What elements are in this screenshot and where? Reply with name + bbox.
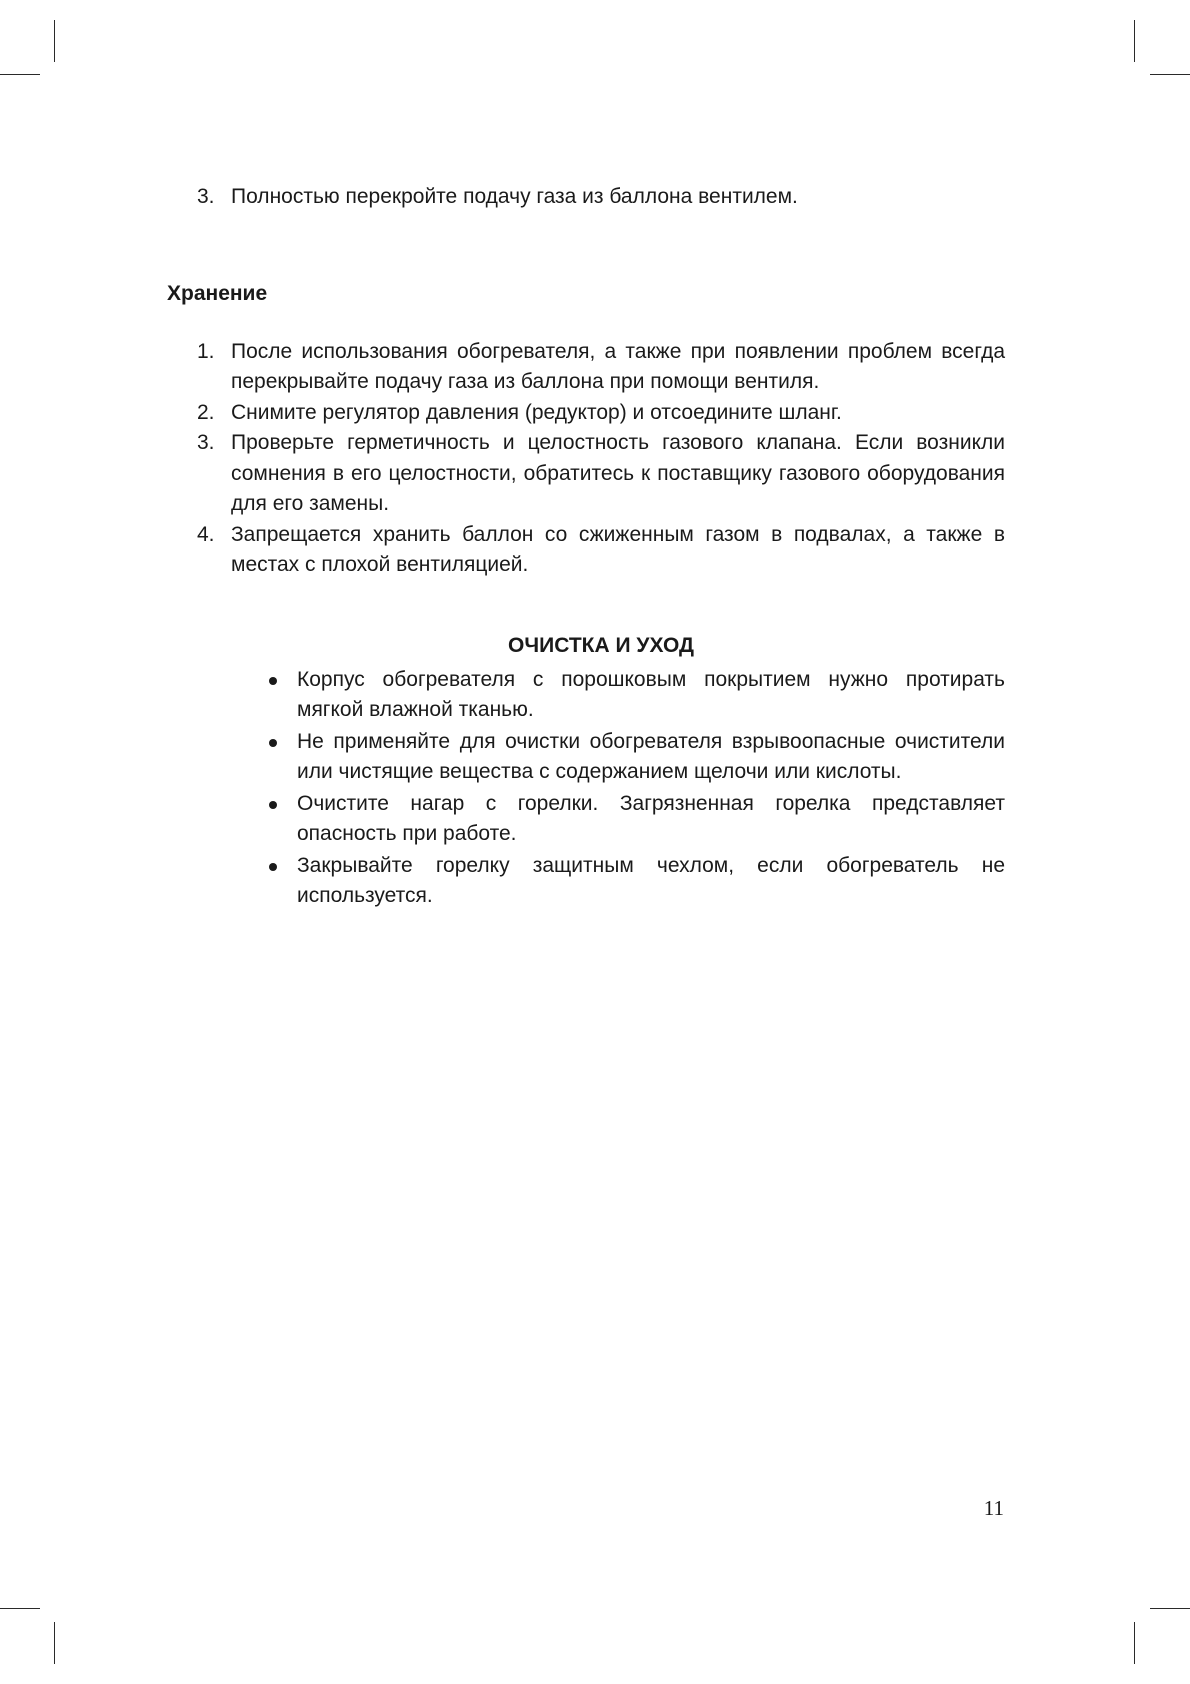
crop-mark-top-left-horizontal [0,74,40,75]
crop-mark-bottom-left-vertical [54,1622,55,1664]
list-item [197,182,1005,213]
storage-list [167,337,1005,581]
page-number: 11 [983,1496,1004,1520]
list-item-text: Не применяйте для очистки обогревателя взрывоопасные очистители или чистящие вещества с содержанием щелочи или кислоты. [297,729,1005,783]
bullet-icon [269,801,277,809]
list-item [297,727,1005,788]
list-item [297,851,1005,912]
list-item-text: Очистите нагар с горелки. Загрязненная горелка представляет опасность при работе. [297,791,1005,845]
storage-heading: Хранение [167,281,268,305]
list-item [297,789,1005,850]
crop-mark-top-right-vertical [1134,20,1135,62]
crop-mark-bottom-left-horizontal [0,1608,40,1609]
list-item-text: Проверьте герметичность и целостность газового клапана. Если возникли сомнения в его целостности, обратитесь к поставщику газового оборудования для его замены. [231,431,1005,515]
list-marker: 2. [197,400,215,424]
list-item-text: Снимите регулятор давления (редуктор) и отсоедините шланг. [231,400,842,424]
bullet-icon [269,677,277,685]
list-marker: 3. [197,431,215,454]
list-item-text: Запрещается хранить баллон со сжиженным газом в подвалах, а также в местах с плохой вентиляцией. [231,522,1005,576]
list-item [297,665,1005,726]
list-item-text: Полностью перекройте подачу газа из баллона вентилем. [231,185,798,208]
crop-mark-bottom-right-vertical [1134,1622,1135,1664]
list-item [197,428,1005,520]
list-item-text: Корпус обогревателя с порошковым покрытием нужно протирать мягкой влажной тканью. [297,667,1005,721]
page-content [167,170,1005,913]
list-item-text: Закрывайте горелку защитным чехлом, если обогреватель не используется. [297,853,1005,907]
list-marker: 3. [197,185,215,208]
list-marker: 1. [197,339,215,363]
care-list [167,665,1005,912]
list-item [197,337,1005,398]
crop-mark-bottom-right-horizontal [1150,1608,1190,1609]
crop-mark-top-left-vertical [54,20,55,62]
crop-mark-top-right-horizontal [1150,74,1190,75]
bullet-icon [269,863,277,871]
list-item-text: После использования обогревателя, а также при появлении проблем всегда перекрывайте подачу газа из баллона при помощи вентиля. [231,339,1005,393]
intro-list [167,182,1005,213]
bullet-icon [269,739,277,747]
care-heading: ОЧИСТКА И УХОД [508,633,694,657]
list-marker: 4. [197,522,215,546]
list-item [197,520,1005,581]
list-item [197,398,1005,429]
